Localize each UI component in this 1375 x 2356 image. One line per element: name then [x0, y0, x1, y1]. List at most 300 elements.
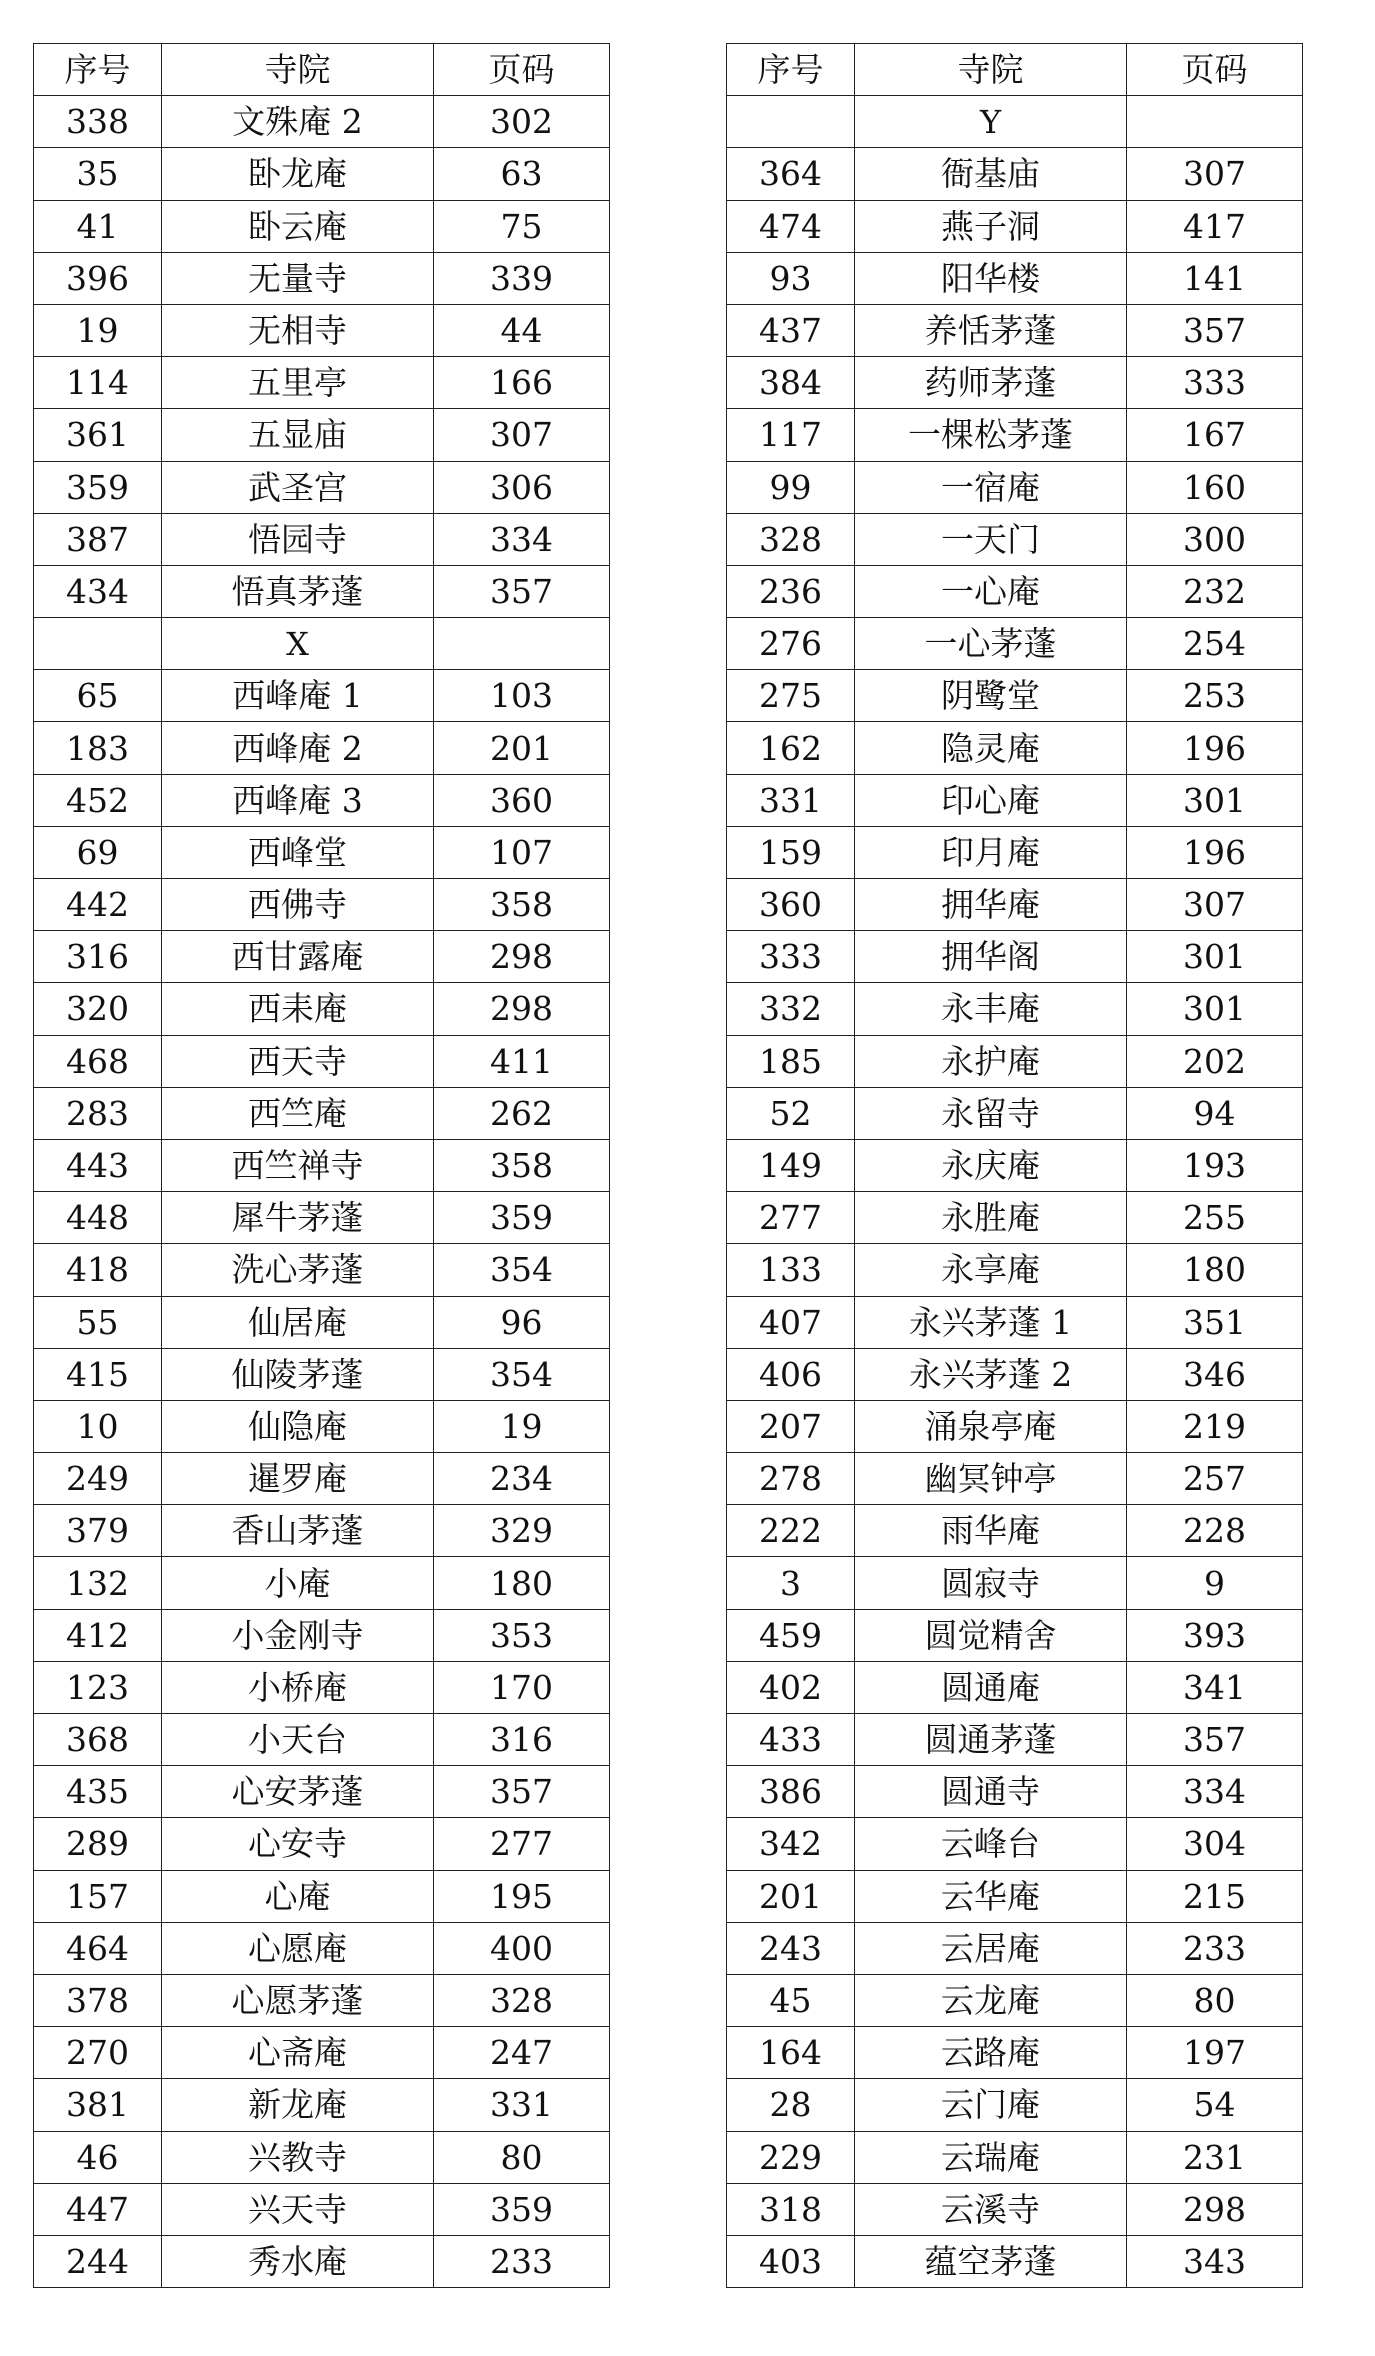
row-number: 3 — [727, 1557, 855, 1609]
page-number: 351 — [1127, 1296, 1303, 1348]
page-number: 233 — [434, 2235, 610, 2287]
row-number: 243 — [727, 1922, 855, 1974]
row-number: 384 — [727, 357, 855, 409]
row-number: 333 — [727, 931, 855, 983]
temple-name: 五里亭 — [162, 357, 434, 409]
temple-name: 幽冥钟亭 — [855, 1453, 1127, 1505]
row-number: 149 — [727, 1139, 855, 1191]
temple-name: 云峰台 — [855, 1818, 1127, 1870]
row-number: 386 — [727, 1766, 855, 1818]
temple-name: 印月庵 — [855, 826, 1127, 878]
row-number: 442 — [34, 879, 162, 931]
temple-name: 洗心茅蓬 — [162, 1244, 434, 1296]
table-row — [727, 1609, 1303, 1661]
row-number: 45 — [727, 1974, 855, 2026]
table-row — [34, 1557, 610, 1609]
temple-name: 心愿茅蓬 — [162, 1974, 434, 2026]
table-row — [727, 1870, 1303, 1922]
temple-name: 香山茅蓬 — [162, 1505, 434, 1557]
page-number: 301 — [1127, 774, 1303, 826]
row-number: 289 — [34, 1818, 162, 1870]
row-number: 331 — [727, 774, 855, 826]
section-empty-cell — [727, 96, 855, 148]
page-number: 233 — [1127, 1922, 1303, 1974]
page-number: 328 — [434, 1974, 610, 2026]
temple-name: 心庵 — [162, 1870, 434, 1922]
temple-name: 西峰庵 2 — [162, 722, 434, 774]
page-number: 196 — [1127, 722, 1303, 774]
temple-name: 云门庵 — [855, 2079, 1127, 2131]
page-number: 9 — [1127, 1557, 1303, 1609]
row-number: 65 — [34, 670, 162, 722]
page-number: 19 — [434, 1400, 610, 1452]
page-number: 334 — [1127, 1766, 1303, 1818]
table-row — [727, 1192, 1303, 1244]
page-number: 359 — [434, 1192, 610, 1244]
temple-name: 仙陵茅蓬 — [162, 1348, 434, 1400]
row-number: 379 — [34, 1505, 162, 1557]
row-number: 364 — [727, 148, 855, 200]
temple-name: 涌泉亭庵 — [855, 1400, 1127, 1452]
page-number: 195 — [434, 1870, 610, 1922]
temple-name: 拥华阁 — [855, 931, 1127, 983]
row-number: 159 — [727, 826, 855, 878]
temple-name: 武圣宫 — [162, 461, 434, 513]
temple-name: 永兴茅蓬 2 — [855, 1348, 1127, 1400]
temple-name: 心安寺 — [162, 1818, 434, 1870]
table-row — [34, 200, 610, 252]
page-number: 167 — [1127, 409, 1303, 461]
temple-name: 云溪寺 — [855, 2183, 1127, 2235]
page-number: 228 — [1127, 1505, 1303, 1557]
temple-name: 西峰庵 1 — [162, 670, 434, 722]
section-empty-cell — [1127, 96, 1303, 148]
page-number: 357 — [434, 565, 610, 617]
section-letter-row — [34, 618, 610, 670]
temple-name: 蕴空茅蓬 — [855, 2235, 1127, 2287]
right-index-table — [726, 43, 1303, 2288]
table-row — [727, 513, 1303, 565]
section-empty-cell — [434, 618, 610, 670]
table-row — [34, 1244, 610, 1296]
table-row — [727, 722, 1303, 774]
row-number: 468 — [34, 1035, 162, 1087]
temple-name: 新龙庵 — [162, 2079, 434, 2131]
table-row — [727, 252, 1303, 304]
section-letter: Y — [855, 96, 1127, 148]
row-number: 464 — [34, 1922, 162, 1974]
page-number: 201 — [434, 722, 610, 774]
page-number: 166 — [434, 357, 610, 409]
page-number: 219 — [1127, 1400, 1303, 1452]
page-number: 75 — [434, 200, 610, 252]
row-number: 270 — [34, 2027, 162, 2079]
row-number: 361 — [34, 409, 162, 461]
table-row — [34, 1400, 610, 1452]
table-row — [727, 1505, 1303, 1557]
temple-name: 云瑞庵 — [855, 2131, 1127, 2183]
table-row — [727, 409, 1303, 461]
row-number: 433 — [727, 1714, 855, 1766]
page-number: 247 — [434, 2027, 610, 2079]
temple-name: 西竺禅寺 — [162, 1139, 434, 1191]
temple-name: 犀牛茅蓬 — [162, 1192, 434, 1244]
page-number: 262 — [434, 1087, 610, 1139]
table-row — [34, 1505, 610, 1557]
page-number: 400 — [434, 1922, 610, 1974]
table-row — [34, 2079, 610, 2131]
page-number: 357 — [1127, 1714, 1303, 1766]
row-number: 447 — [34, 2183, 162, 2235]
table-row — [727, 1453, 1303, 1505]
page-number: 307 — [434, 409, 610, 461]
row-number: 452 — [34, 774, 162, 826]
table-row — [727, 200, 1303, 252]
temple-name: 永享庵 — [855, 1244, 1127, 1296]
section-letter: X — [162, 618, 434, 670]
table-row — [34, 1661, 610, 1713]
temple-name: 养恬茅蓬 — [855, 304, 1127, 356]
temple-name: 心安茅蓬 — [162, 1766, 434, 1818]
table-row — [34, 304, 610, 356]
table-row — [34, 565, 610, 617]
table-row — [727, 1818, 1303, 1870]
row-number: 123 — [34, 1661, 162, 1713]
temple-name: 小桥庵 — [162, 1661, 434, 1713]
row-number: 342 — [727, 1818, 855, 1870]
header-number: 序号 — [34, 44, 162, 96]
page-number: 353 — [434, 1609, 610, 1661]
temple-name: 云龙庵 — [855, 1974, 1127, 2026]
temple-name: 悟园寺 — [162, 513, 434, 565]
table-row — [34, 1035, 610, 1087]
row-number: 412 — [34, 1609, 162, 1661]
page-number: 358 — [434, 879, 610, 931]
temple-name: 西耒庵 — [162, 983, 434, 1035]
row-number: 459 — [727, 1609, 855, 1661]
row-number: 69 — [34, 826, 162, 878]
row-number: 244 — [34, 2235, 162, 2287]
table-row — [34, 1192, 610, 1244]
temple-name: 一天门 — [855, 513, 1127, 565]
temple-name: 阳华楼 — [855, 252, 1127, 304]
table-row — [34, 1714, 610, 1766]
temple-name: 西峰堂 — [162, 826, 434, 878]
table-row — [34, 461, 610, 513]
temple-name: 燕子洞 — [855, 200, 1127, 252]
temple-name: 小庵 — [162, 1557, 434, 1609]
page-number: 333 — [1127, 357, 1303, 409]
header-number: 序号 — [727, 44, 855, 96]
temple-name: 永留寺 — [855, 1087, 1127, 1139]
table-row — [727, 357, 1303, 409]
page-number: 357 — [1127, 304, 1303, 356]
row-number: 316 — [34, 931, 162, 983]
temple-name: 西天寺 — [162, 1035, 434, 1087]
temple-name: 卧龙庵 — [162, 148, 434, 200]
temple-name: 圆觉精舍 — [855, 1609, 1127, 1661]
table-row — [34, 409, 610, 461]
table-row — [727, 461, 1303, 513]
temple-name: 暹罗庵 — [162, 1453, 434, 1505]
page-number: 107 — [434, 826, 610, 878]
page-number: 196 — [1127, 826, 1303, 878]
row-number: 10 — [34, 1400, 162, 1452]
right-header-row — [727, 44, 1303, 96]
row-number: 41 — [34, 200, 162, 252]
row-number: 275 — [727, 670, 855, 722]
row-number: 249 — [34, 1453, 162, 1505]
row-number: 157 — [34, 1870, 162, 1922]
table-row — [727, 1974, 1303, 2026]
row-number: 207 — [727, 1400, 855, 1452]
row-number: 320 — [34, 983, 162, 1035]
page-number: 215 — [1127, 1870, 1303, 1922]
temple-name: 西竺庵 — [162, 1087, 434, 1139]
row-number: 359 — [34, 461, 162, 513]
table-row — [34, 1348, 610, 1400]
row-number: 35 — [34, 148, 162, 200]
page-number: 334 — [434, 513, 610, 565]
row-number: 93 — [727, 252, 855, 304]
table-row — [34, 931, 610, 983]
page-number: 298 — [1127, 2183, 1303, 2235]
table-row — [727, 670, 1303, 722]
row-number: 378 — [34, 1974, 162, 2026]
page-number: 160 — [1127, 461, 1303, 513]
temple-name: 兴教寺 — [162, 2131, 434, 2183]
temple-name: 云华庵 — [855, 1870, 1127, 1922]
section-empty-cell — [34, 618, 162, 670]
page-number: 302 — [434, 96, 610, 148]
page-number: 63 — [434, 148, 610, 200]
row-number: 328 — [727, 513, 855, 565]
row-number: 434 — [34, 565, 162, 617]
page-number: 358 — [434, 1139, 610, 1191]
table-row — [727, 1296, 1303, 1348]
table-row — [34, 1870, 610, 1922]
row-number: 133 — [727, 1244, 855, 1296]
temple-name: 悟真茅蓬 — [162, 565, 434, 617]
table-row — [34, 96, 610, 148]
page-number: 343 — [1127, 2235, 1303, 2287]
temple-name: 拥华庵 — [855, 879, 1127, 931]
row-number: 474 — [727, 200, 855, 252]
table-row — [34, 1087, 610, 1139]
table-row — [727, 879, 1303, 931]
row-number: 418 — [34, 1244, 162, 1296]
page-number: 96 — [434, 1296, 610, 1348]
temple-name: 仙居庵 — [162, 1296, 434, 1348]
page-number: 234 — [434, 1453, 610, 1505]
page-number: 417 — [1127, 200, 1303, 252]
temple-name: 永丰庵 — [855, 983, 1127, 1035]
page-number: 357 — [434, 1766, 610, 1818]
page-number: 329 — [434, 1505, 610, 1557]
page-number: 359 — [434, 2183, 610, 2235]
table-row — [34, 357, 610, 409]
table-row — [727, 565, 1303, 617]
row-number: 183 — [34, 722, 162, 774]
table-row — [727, 1922, 1303, 1974]
table-row — [727, 1244, 1303, 1296]
table-row — [727, 1035, 1303, 1087]
left-index-table — [33, 43, 610, 2288]
table-row — [727, 618, 1303, 670]
header-page: 页码 — [434, 44, 610, 96]
row-number: 132 — [34, 1557, 162, 1609]
page-number: 170 — [434, 1661, 610, 1713]
page-number: 346 — [1127, 1348, 1303, 1400]
table-row — [727, 1087, 1303, 1139]
row-number: 114 — [34, 357, 162, 409]
page-number: 306 — [434, 461, 610, 513]
temple-name: 小金刚寺 — [162, 1609, 434, 1661]
row-number: 387 — [34, 513, 162, 565]
page-number: 44 — [434, 304, 610, 356]
row-number: 332 — [727, 983, 855, 1035]
row-number: 222 — [727, 1505, 855, 1557]
temple-name: 云路庵 — [855, 2027, 1127, 2079]
page-number: 257 — [1127, 1453, 1303, 1505]
table-row — [727, 1400, 1303, 1452]
temple-name: 圆通庵 — [855, 1661, 1127, 1713]
page-number: 277 — [434, 1818, 610, 1870]
table-row — [727, 931, 1303, 983]
page-number: 301 — [1127, 983, 1303, 1035]
row-number: 443 — [34, 1139, 162, 1191]
temple-name: 隐灵庵 — [855, 722, 1127, 774]
row-number: 407 — [727, 1296, 855, 1348]
table-row — [34, 1453, 610, 1505]
page-number: 304 — [1127, 1818, 1303, 1870]
row-number: 448 — [34, 1192, 162, 1244]
row-number: 437 — [727, 304, 855, 356]
row-number: 28 — [727, 2079, 855, 2131]
table-row — [727, 2183, 1303, 2235]
section-letter-row — [727, 96, 1303, 148]
page-number: 231 — [1127, 2131, 1303, 2183]
temple-name: 西佛寺 — [162, 879, 434, 931]
page-number: 232 — [1127, 565, 1303, 617]
table-row — [34, 252, 610, 304]
temple-name: 心斋庵 — [162, 2027, 434, 2079]
page-number: 360 — [434, 774, 610, 826]
row-number: 435 — [34, 1766, 162, 1818]
table-row — [727, 1661, 1303, 1713]
temple-name: 永兴茅蓬 1 — [855, 1296, 1127, 1348]
temple-name: 文殊庵 2 — [162, 96, 434, 148]
temple-name: 仙隐庵 — [162, 1400, 434, 1452]
table-row — [34, 148, 610, 200]
table-row — [34, 1818, 610, 1870]
page-number: 94 — [1127, 1087, 1303, 1139]
page-number: 316 — [434, 1714, 610, 1766]
table-row — [727, 2027, 1303, 2079]
row-number: 396 — [34, 252, 162, 304]
page-number: 339 — [434, 252, 610, 304]
page-number: 354 — [434, 1348, 610, 1400]
table-row — [727, 304, 1303, 356]
table-row — [34, 1922, 610, 1974]
temple-name: 永胜庵 — [855, 1192, 1127, 1244]
temple-name: 西峰庵 3 — [162, 774, 434, 826]
table-row — [34, 1296, 610, 1348]
row-number: 283 — [34, 1087, 162, 1139]
temple-name: 一棵松茅蓬 — [855, 409, 1127, 461]
temple-name: 心愿庵 — [162, 1922, 434, 1974]
table-row — [34, 2235, 610, 2287]
table-row — [34, 722, 610, 774]
page-number: 301 — [1127, 931, 1303, 983]
row-number: 117 — [727, 409, 855, 461]
temple-name: 一宿庵 — [855, 461, 1127, 513]
right-table-body — [727, 44, 1303, 2288]
table-row — [34, 1974, 610, 2026]
row-number: 360 — [727, 879, 855, 931]
table-row — [727, 1766, 1303, 1818]
row-number: 99 — [727, 461, 855, 513]
page-number: 307 — [1127, 148, 1303, 200]
row-number: 338 — [34, 96, 162, 148]
page-number: 300 — [1127, 513, 1303, 565]
table-row — [727, 1714, 1303, 1766]
row-number: 381 — [34, 2079, 162, 2131]
temple-name: 药师茅蓬 — [855, 357, 1127, 409]
table-row — [34, 774, 610, 826]
table-row — [34, 1609, 610, 1661]
temple-name: 一心庵 — [855, 565, 1127, 617]
page-number: 193 — [1127, 1139, 1303, 1191]
row-number: 236 — [727, 565, 855, 617]
temple-name: 西甘露庵 — [162, 931, 434, 983]
row-number: 19 — [34, 304, 162, 356]
row-number: 368 — [34, 1714, 162, 1766]
temple-name: 衙基庙 — [855, 148, 1127, 200]
table-row — [34, 879, 610, 931]
temple-name: 五显庙 — [162, 409, 434, 461]
page-number: 180 — [1127, 1244, 1303, 1296]
page-number: 141 — [1127, 252, 1303, 304]
row-number: 403 — [727, 2235, 855, 2287]
table-row — [727, 2235, 1303, 2287]
row-number: 55 — [34, 1296, 162, 1348]
table-row — [34, 2027, 610, 2079]
row-number: 229 — [727, 2131, 855, 2183]
page-number: 103 — [434, 670, 610, 722]
temple-name: 无量寺 — [162, 252, 434, 304]
table-row — [34, 2183, 610, 2235]
temple-name: 圆通寺 — [855, 1766, 1127, 1818]
temple-name: 永庆庵 — [855, 1139, 1127, 1191]
temple-name: 一心茅蓬 — [855, 618, 1127, 670]
temple-name: 圆通茅蓬 — [855, 1714, 1127, 1766]
page-number: 298 — [434, 931, 610, 983]
left-table-body — [34, 44, 610, 2288]
page-number: 254 — [1127, 618, 1303, 670]
table-row — [34, 670, 610, 722]
page-number: 54 — [1127, 2079, 1303, 2131]
header-temple: 寺院 — [855, 44, 1127, 96]
page-number: 307 — [1127, 879, 1303, 931]
temple-name: 卧云庵 — [162, 200, 434, 252]
table-row — [34, 826, 610, 878]
page-number: 253 — [1127, 670, 1303, 722]
table-row — [727, 774, 1303, 826]
row-number: 46 — [34, 2131, 162, 2183]
temple-name: 小天台 — [162, 1714, 434, 1766]
page-number: 80 — [1127, 1974, 1303, 2026]
